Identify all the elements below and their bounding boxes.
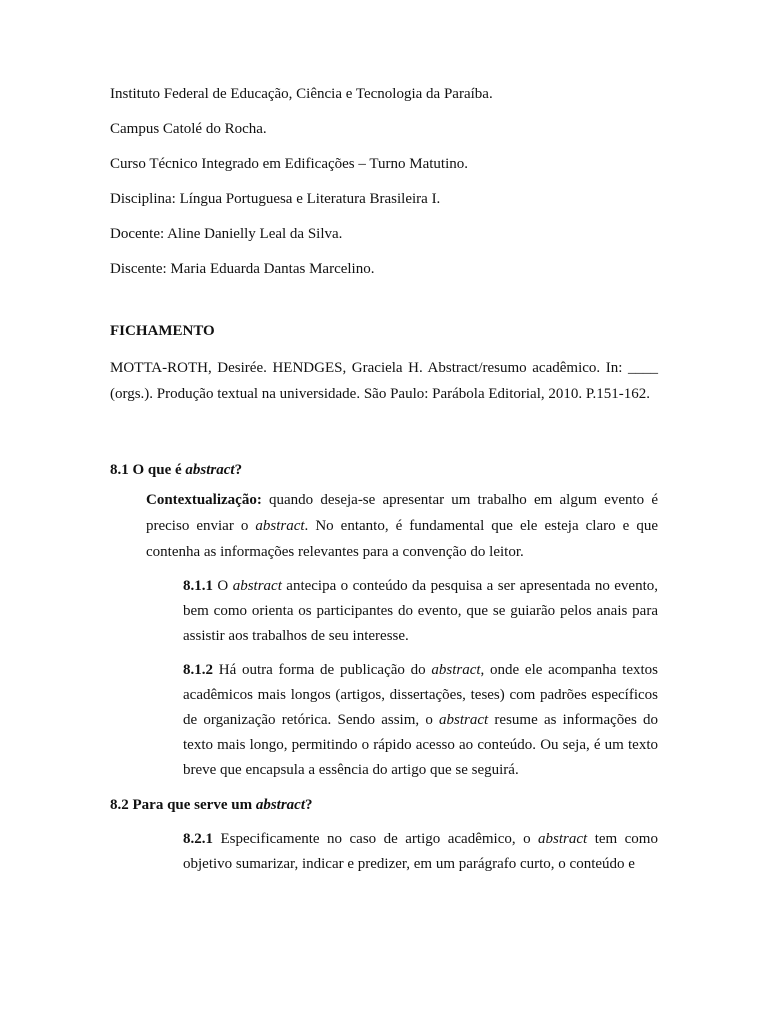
- contextualization-label: Contextualização:: [146, 492, 262, 508]
- paragraph-8-1-2-text-3: resume as informações do texto mais longo, permitindo o rápido acesso ao conteúdo. Ou seja, é um texto breve que encapsula a essência do artigo que se seguirá.: [183, 712, 658, 778]
- section-8-1-heading-term: abstract: [185, 462, 235, 478]
- header-teacher: Docente: Aline Danielly Leal da Silva.: [110, 226, 343, 242]
- paragraph-8-1-1-text-2: antecipa o conteúdo da pesquisa a ser apresentada no evento, bem como orienta os participantes do evento, que se guiarão pelos anais para assistir aos trabalhos de seu interesse.: [183, 578, 658, 644]
- paragraph-8-1-2: [183, 658, 658, 783]
- paragraph-8-2-1-text-1: Especificamente no caso de artigo acadêmico, o: [213, 831, 539, 847]
- section-8-1-heading: [110, 457, 658, 483]
- bibliographic-reference: MOTTA-ROTH, Desirée. HENDGES, Graciela H. Abstract/resumo acadêmico. In: ____ (orgs.). Produção textual na universidade. São Paulo: Parábola Editorial, 2010. P.151-162.: [110, 360, 658, 402]
- header-discipline: Disciplina: Língua Portuguesa e Literatura Brasileira I.: [110, 191, 441, 207]
- paragraph-8-1-2-text-2: , onde ele acompanha textos acadêmicos mais longos (artigos, dissertações, teses) com padrões específicos de organização retórica. Sendo assim, o: [183, 662, 658, 728]
- header-campus: Campus Catolé do Rocha.: [110, 121, 267, 137]
- contextualization-term: abstract: [255, 518, 305, 534]
- paragraph-8-2-1: [183, 827, 658, 877]
- paragraph-8-1-1-text-1: O: [213, 578, 233, 594]
- paragraph-8-1-2-text-1: Há outra forma de publicação do: [213, 662, 432, 678]
- paragraph-8-1-2-term-1: abstract: [431, 662, 481, 678]
- section-8-2-heading-term: abstract: [255, 797, 305, 813]
- section-8-1-heading-text: 8.1 O que é: [110, 462, 186, 478]
- paragraph-8-1-1: [183, 574, 658, 649]
- header-institution: Instituto Federal de Educação, Ciência e Tecnologia da Paraíba.: [110, 86, 493, 102]
- paragraph-8-1-1-term: abstract: [232, 578, 282, 594]
- paragraph-8-2-1-term: abstract: [538, 831, 588, 847]
- contextualization-text-2: . No entanto, é fundamental que ele esteja claro e que contenha as informações relevantes para a convenção do leitor.: [146, 518, 658, 560]
- document-page: [110, 83, 658, 877]
- section-8-2-heading: [110, 792, 658, 818]
- paragraph-8-2-1-text-2: tem como objetivo sumarizar, indicar e predizer, em um parágrafo curto, o conteúdo e: [183, 831, 658, 872]
- header-course: Curso Técnico Integrado em Edificações – Turno Matutino.: [110, 156, 468, 172]
- document-title: FICHAMENTO: [110, 323, 215, 339]
- section-8-1-heading-mark: ?: [234, 462, 243, 478]
- section-8-2-heading-mark: ?: [304, 797, 313, 813]
- paragraph-8-1-2-term-2: abstract: [439, 712, 489, 728]
- contextualization-paragraph: [146, 487, 658, 565]
- paragraph-8-2-1-number: 8.2.1: [183, 831, 213, 847]
- contextualization-text-1: quando deseja-se apresentar um trabalho em algum evento é preciso enviar o: [146, 492, 658, 534]
- header-student: Discente: Maria Eduarda Dantas Marcelino.: [110, 261, 375, 277]
- paragraph-8-1-1-number: 8.1.1: [183, 578, 213, 594]
- paragraph-8-1-2-number: 8.1.2: [183, 662, 213, 678]
- section-8-2-heading-text: 8.2 Para que serve um: [110, 797, 256, 813]
